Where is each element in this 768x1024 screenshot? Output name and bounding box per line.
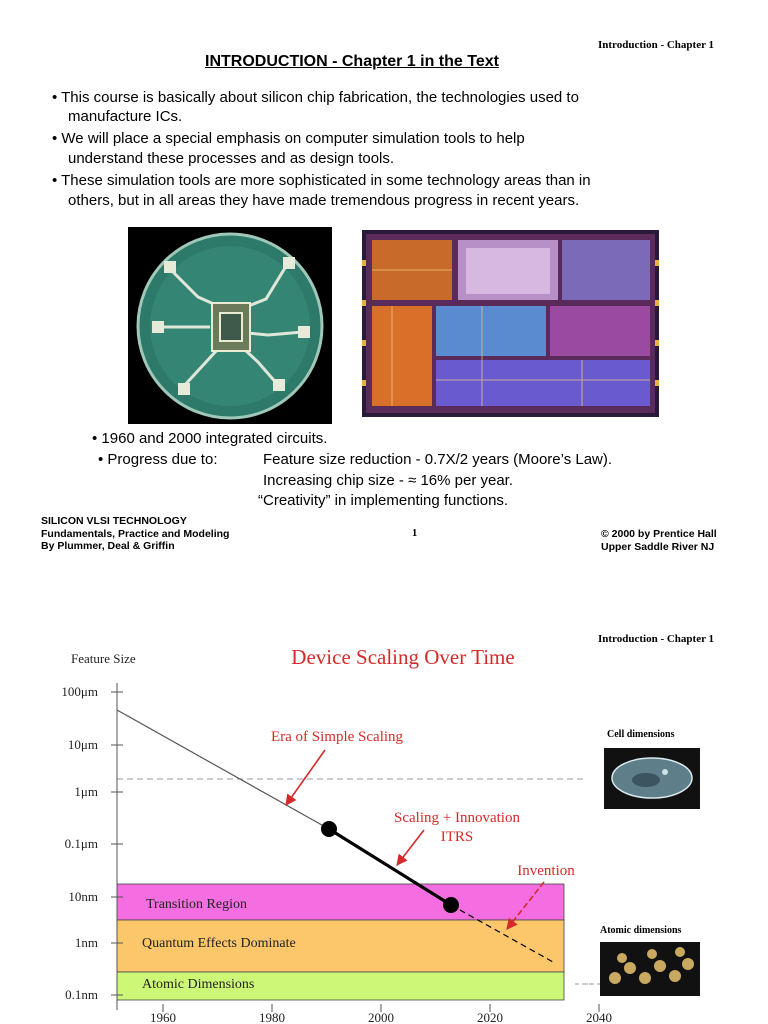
point-1993	[321, 821, 337, 837]
x-tick-label: 1960	[150, 1010, 176, 1024]
y-axis-label: Feature Size	[71, 651, 136, 666]
caption-line-2a: • Progress due to:	[98, 451, 218, 468]
x-tick-label: 2020	[477, 1010, 503, 1024]
caption-line-4: “Creativity” in implementing functions.	[258, 492, 509, 509]
y-tick-label: 100μm	[61, 684, 98, 699]
annotation-simple-scaling: Era of Simple Scaling	[270, 729, 404, 745]
arrow-simple-scaling	[286, 750, 325, 805]
caption-line-2b: Feature size reduction - 0.7X/2 years (Moore’s Law).	[263, 451, 613, 468]
y-tick-label: 10μm	[67, 737, 98, 752]
annotation-scaling-innovation: Scaling + Innovation	[394, 810, 520, 826]
cell-dimensions-label: Cell dimensions	[607, 729, 675, 740]
caption-line-3: Increasing chip size - ≈ 16% per year.	[263, 472, 514, 489]
annotation-itrs: ITRS	[440, 829, 474, 845]
x-tick-label: 2000	[368, 1010, 394, 1024]
footer-page-number: 1	[412, 528, 418, 539]
footer-left-line-1: SILICON VLSI TECHNOLOGY	[41, 515, 187, 527]
caption-line-1: • 1960 and 2000 integrated circuits.	[92, 430, 328, 447]
cell-image	[604, 748, 700, 809]
x-tick-label: 2040	[586, 1010, 612, 1024]
chart-title: Device Scaling Over Time	[291, 645, 515, 669]
bullet-3-line-2: others, but in all areas they have made tremendous progress in recent years.	[68, 192, 580, 209]
region-quantum-label: Quantum Effects Dominate	[142, 936, 296, 951]
annotation-invention: Invention	[517, 863, 575, 879]
x-tick-label: 1980	[259, 1010, 285, 1024]
bullet-1-line-1: • This course is basically about silicon chip fabrication, the technologies used to	[52, 89, 579, 106]
atomic-dimensions-label: Atomic dimensions	[600, 925, 682, 936]
arrow-scaling-innovation	[397, 830, 424, 865]
point-2018	[443, 897, 459, 913]
bullet-3-line-1: • These simulation tools are more sophisticated in some technology areas than in	[52, 172, 591, 189]
bullet-1-line-2: manufacture ICs.	[68, 108, 183, 125]
y-tick-label: 1μm	[74, 784, 98, 799]
y-tick-label: 0.1μm	[64, 836, 98, 851]
bullet-2-line-2: understand these processes and as design tools.	[68, 150, 395, 167]
slide1-title: INTRODUCTION - Chapter 1 in the Text	[205, 53, 499, 70]
slide2-header: Introduction - Chapter 1	[598, 633, 715, 645]
footer-left-line-3: By Plummer, Deal & Griffin	[41, 540, 175, 552]
footer-right-line-1: © 2000 by Prentice Hall	[601, 528, 717, 540]
region-transition-label: Transition Region	[146, 897, 247, 912]
footer-right-line-2: Upper Saddle River NJ	[601, 540, 715, 553]
footer-left-line-2: Fundamentals, Practice and Modeling	[41, 527, 230, 540]
bullet-2-line-1: • We will place a special emphasis on computer simulation tools to help	[52, 130, 525, 147]
region-atomic-label: Atomic Dimensions	[142, 977, 255, 992]
y-tick-label: 10nm	[68, 889, 98, 904]
y-tick-label: 0.1nm	[65, 987, 98, 1002]
slide1-header: Introduction - Chapter 1	[598, 39, 715, 51]
atomic-image	[600, 942, 700, 996]
series-simple-scaling	[117, 710, 329, 829]
y-tick-label: 1nm	[74, 935, 98, 950]
